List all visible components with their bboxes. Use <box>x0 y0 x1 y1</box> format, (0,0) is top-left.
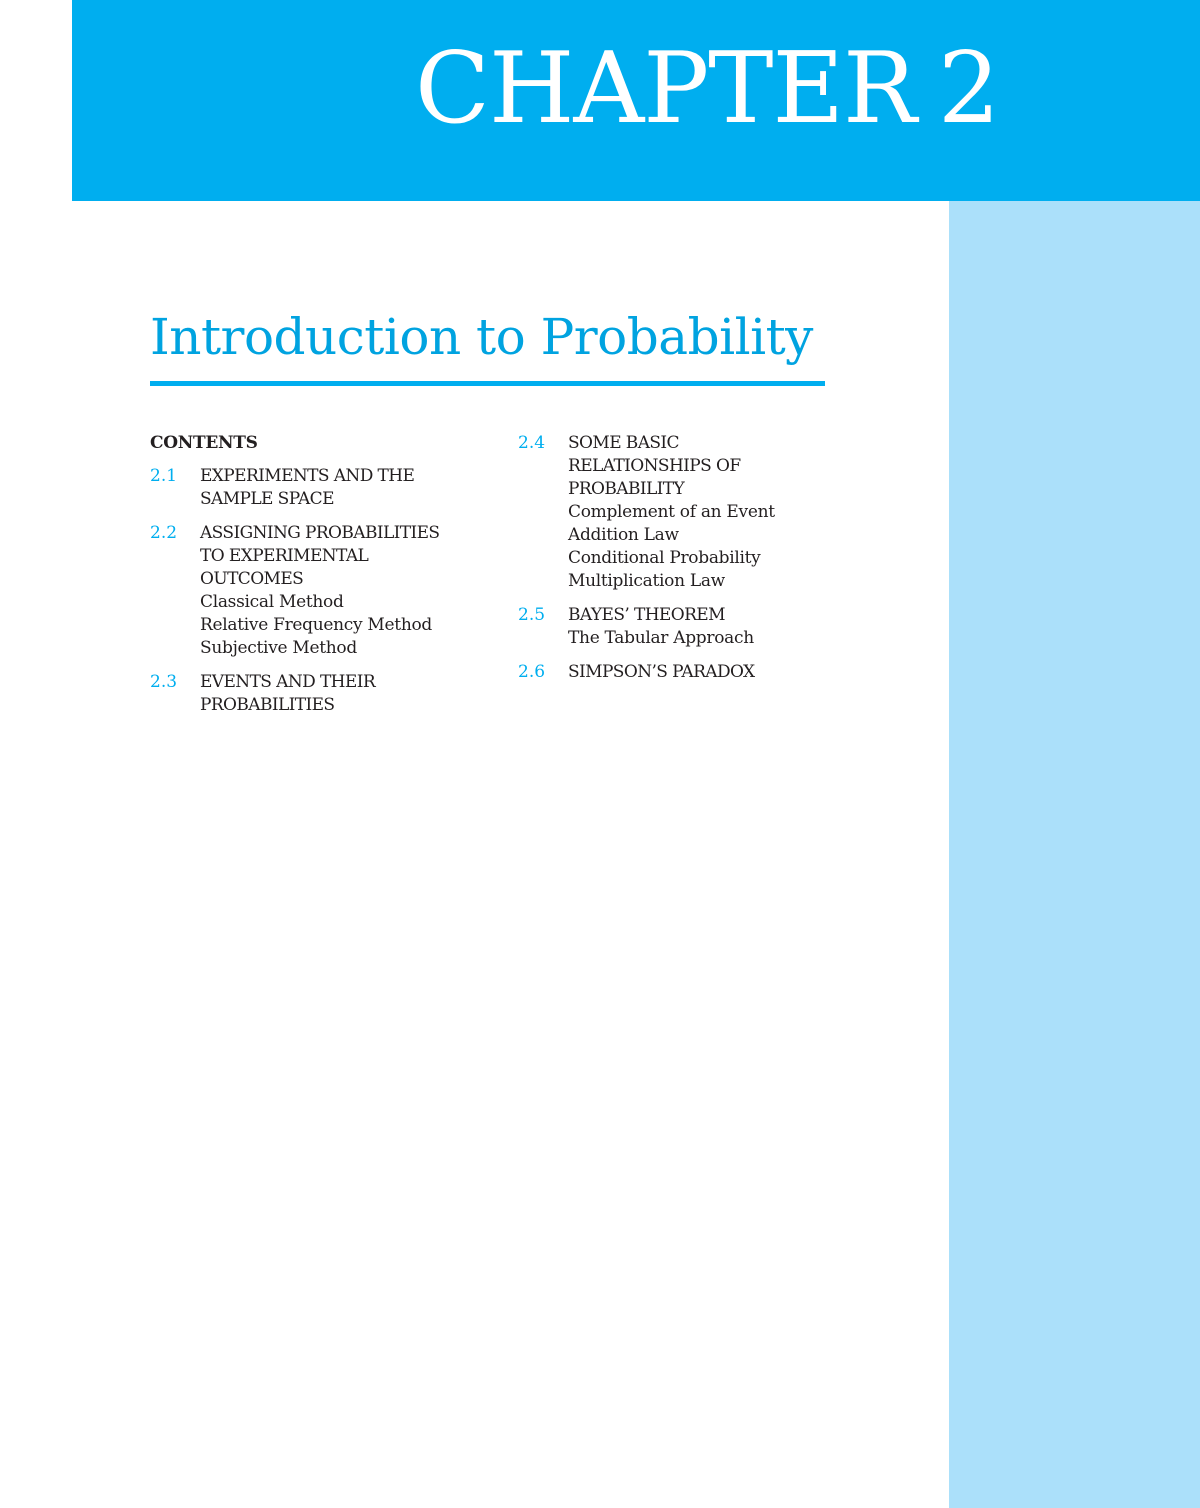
toc-section-heading-line: PROBABILITY <box>568 479 685 499</box>
toc-section-body <box>568 661 818 684</box>
toc-section-heading-line: OUTCOMES <box>200 569 304 589</box>
chapter-title: Introduction to Probability <box>150 308 813 366</box>
toc-subsection: Subjective Method <box>200 638 357 658</box>
toc-section-number: 2.4 <box>518 433 546 453</box>
toc-section-number: 2.5 <box>518 605 546 625</box>
toc-section <box>518 661 818 684</box>
toc-section-body <box>200 522 480 660</box>
toc-section <box>518 604 818 650</box>
toc-section-body <box>200 465 480 511</box>
toc-subsection: Multiplication Law <box>568 571 725 591</box>
toc-section-heading-line: PROBABILITIES <box>200 695 335 715</box>
contents-list-right <box>518 432 818 684</box>
toc-section-number: 2.1 <box>150 466 178 486</box>
chapter-heading <box>415 32 1000 146</box>
chapter-number: 2 <box>937 32 1000 146</box>
toc-subsection: Relative Frequency Method <box>200 615 432 635</box>
toc-subsection: Classical Method <box>200 592 344 612</box>
toc-section-number: 2.3 <box>150 672 178 692</box>
toc-section-heading-line: EVENTS AND THEIR <box>200 672 376 692</box>
toc-subsection: Conditional Probability <box>568 548 761 568</box>
title-underline-rule <box>150 381 825 386</box>
toc-section-heading-line: BAYES’ THEOREM <box>568 605 725 625</box>
toc-section-heading-line: RELATIONSHIPS OF <box>568 456 741 476</box>
toc-section-number: 2.6 <box>518 662 546 682</box>
side-color-strip <box>949 201 1200 1508</box>
toc-subsection: The Tabular Approach <box>568 628 754 648</box>
toc-section-heading-line: SIMPSON’S PARADOX <box>568 662 755 682</box>
contents-column-left <box>150 432 480 728</box>
contents-label: CONTENTS <box>150 433 258 453</box>
toc-section-body <box>568 604 818 650</box>
toc-section-body <box>568 432 818 593</box>
toc-section-heading-line: EXPERIMENTS AND THE <box>200 466 415 486</box>
toc-section <box>150 465 480 511</box>
toc-subsection: Addition Law <box>568 525 679 545</box>
toc-section <box>150 522 480 660</box>
toc-section-heading-line: SAMPLE SPACE <box>200 489 334 509</box>
contents-column-right <box>518 432 818 695</box>
toc-section-heading-line: SOME BASIC <box>568 433 679 453</box>
toc-subsection: Complement of an Event <box>568 502 775 522</box>
toc-section <box>150 671 480 717</box>
toc-section <box>518 432 818 593</box>
toc-section-heading-line: ASSIGNING PROBABILITIES <box>200 523 440 543</box>
contents-list-left <box>150 465 480 717</box>
chapter-word: CHAPTER <box>415 32 916 146</box>
toc-section-heading-line: TO EXPERIMENTAL <box>200 546 369 566</box>
toc-section-body <box>200 671 480 717</box>
toc-section-number: 2.2 <box>150 523 178 543</box>
